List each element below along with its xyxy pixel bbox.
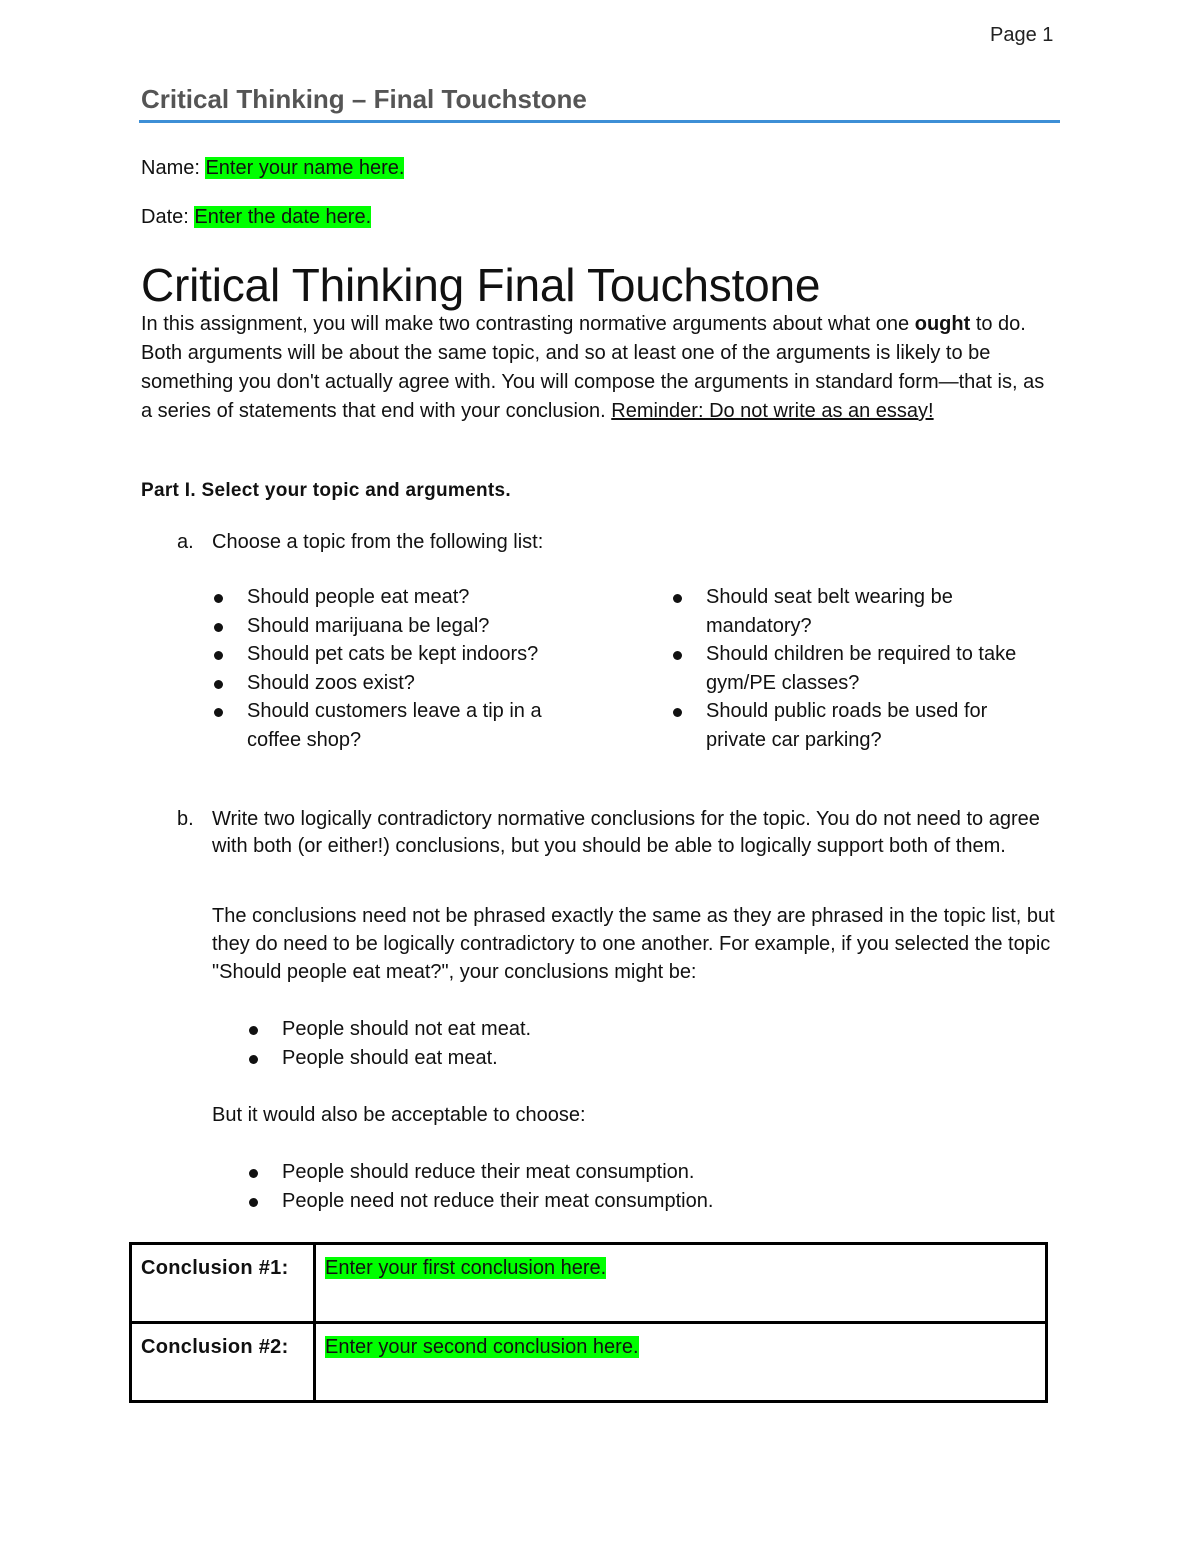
name-field: [141, 157, 404, 180]
example-item: People should reduce their meat consumption.: [247, 1158, 713, 1187]
also-acceptable-text: But it would also be acceptable to choose:: [212, 1104, 586, 1126]
conclusion-2-cell[interactable]: [315, 1323, 1047, 1402]
item-a-text: Choose a topic from the following list:: [212, 531, 544, 553]
date-field: [141, 206, 371, 229]
item-b-letter: b.: [177, 808, 194, 830]
table-row: [131, 1244, 1047, 1323]
name-input[interactable]: Enter your name here.: [205, 157, 405, 179]
intro-paragraph: [141, 310, 1056, 426]
intro-bold-ought: ought: [914, 313, 971, 335]
conclusion-1-input[interactable]: Enter your first conclusion here.: [325, 1257, 607, 1279]
header-title: Critical Thinking – Final Touchstone: [141, 84, 587, 114]
topic-list-right: [671, 583, 1051, 754]
topic-item: Should people eat meat?: [212, 583, 552, 612]
item-a-letter: a.: [177, 531, 194, 553]
topic-item: Should public roads be used for private car parking?: [671, 697, 1036, 754]
date-label: Date:: [141, 206, 195, 228]
conclusion-1-cell[interactable]: [315, 1244, 1047, 1323]
topic-item: Should children be required to take gym/PE classes?: [671, 640, 1051, 697]
intro-reminder: Reminder: Do not write as an essay!: [611, 400, 934, 422]
explanation-paragraph: The conclusions need not be phrased exactly the same as they are phrased in the topic list, but they do need to be logically contradictory to one another. For example, if you selected the topic "Should people eat meat?", your conclusions might be:: [212, 905, 1055, 983]
topic-item: Should zoos exist?: [212, 669, 552, 698]
date-input[interactable]: Enter the date here.: [194, 206, 372, 228]
example-list-1: [247, 1015, 531, 1072]
topic-item: Should customers leave a tip in a coffee shop?: [212, 697, 567, 754]
example-item: People should eat meat.: [247, 1044, 531, 1073]
table-row: [131, 1323, 1047, 1402]
page-number: Page 1: [990, 24, 1054, 46]
example-item: People should not eat meat.: [247, 1015, 531, 1044]
intro-text-2: to do. Both arguments will be about the same topic, and so at least one of the arguments is likely to be something you don't actually agree with. You will compose the arguments in standard form—that is, as a series of statements that end with your conclusion.: [141, 313, 1045, 422]
conclusion-2-input[interactable]: Enter your second conclusion here.: [325, 1336, 639, 1358]
page-title: Critical Thinking Final Touchstone: [141, 259, 821, 311]
conclusion-2-label: Conclusion #2:: [131, 1323, 315, 1402]
list-item-b: [177, 806, 1057, 857]
header-divider: [139, 120, 1060, 123]
topic-list-left: [212, 583, 552, 754]
conclusion-1-label: Conclusion #1:: [131, 1244, 315, 1323]
example-list-2: [247, 1158, 713, 1215]
list-item-a: [177, 531, 543, 554]
part-one-heading: Part I. Select your topic and arguments.: [141, 480, 511, 501]
name-label: Name:: [141, 157, 206, 179]
conclusions-table: [129, 1242, 1048, 1403]
topic-item: Should seat belt wearing be mandatory?: [671, 583, 1006, 640]
item-b-text: Write two logically contradictory normative conclusions for the topic. You do not need to agree with both (or either!) conclusions, but you should be able to logically support both of them.: [212, 808, 1040, 857]
topic-item: Should pet cats be kept indoors?: [212, 640, 552, 669]
intro-text-1: In this assignment, you will make two contrasting normative arguments about what one: [141, 313, 915, 335]
example-item: People need not reduce their meat consumption.: [247, 1187, 713, 1216]
topic-item: Should marijuana be legal?: [212, 612, 552, 641]
